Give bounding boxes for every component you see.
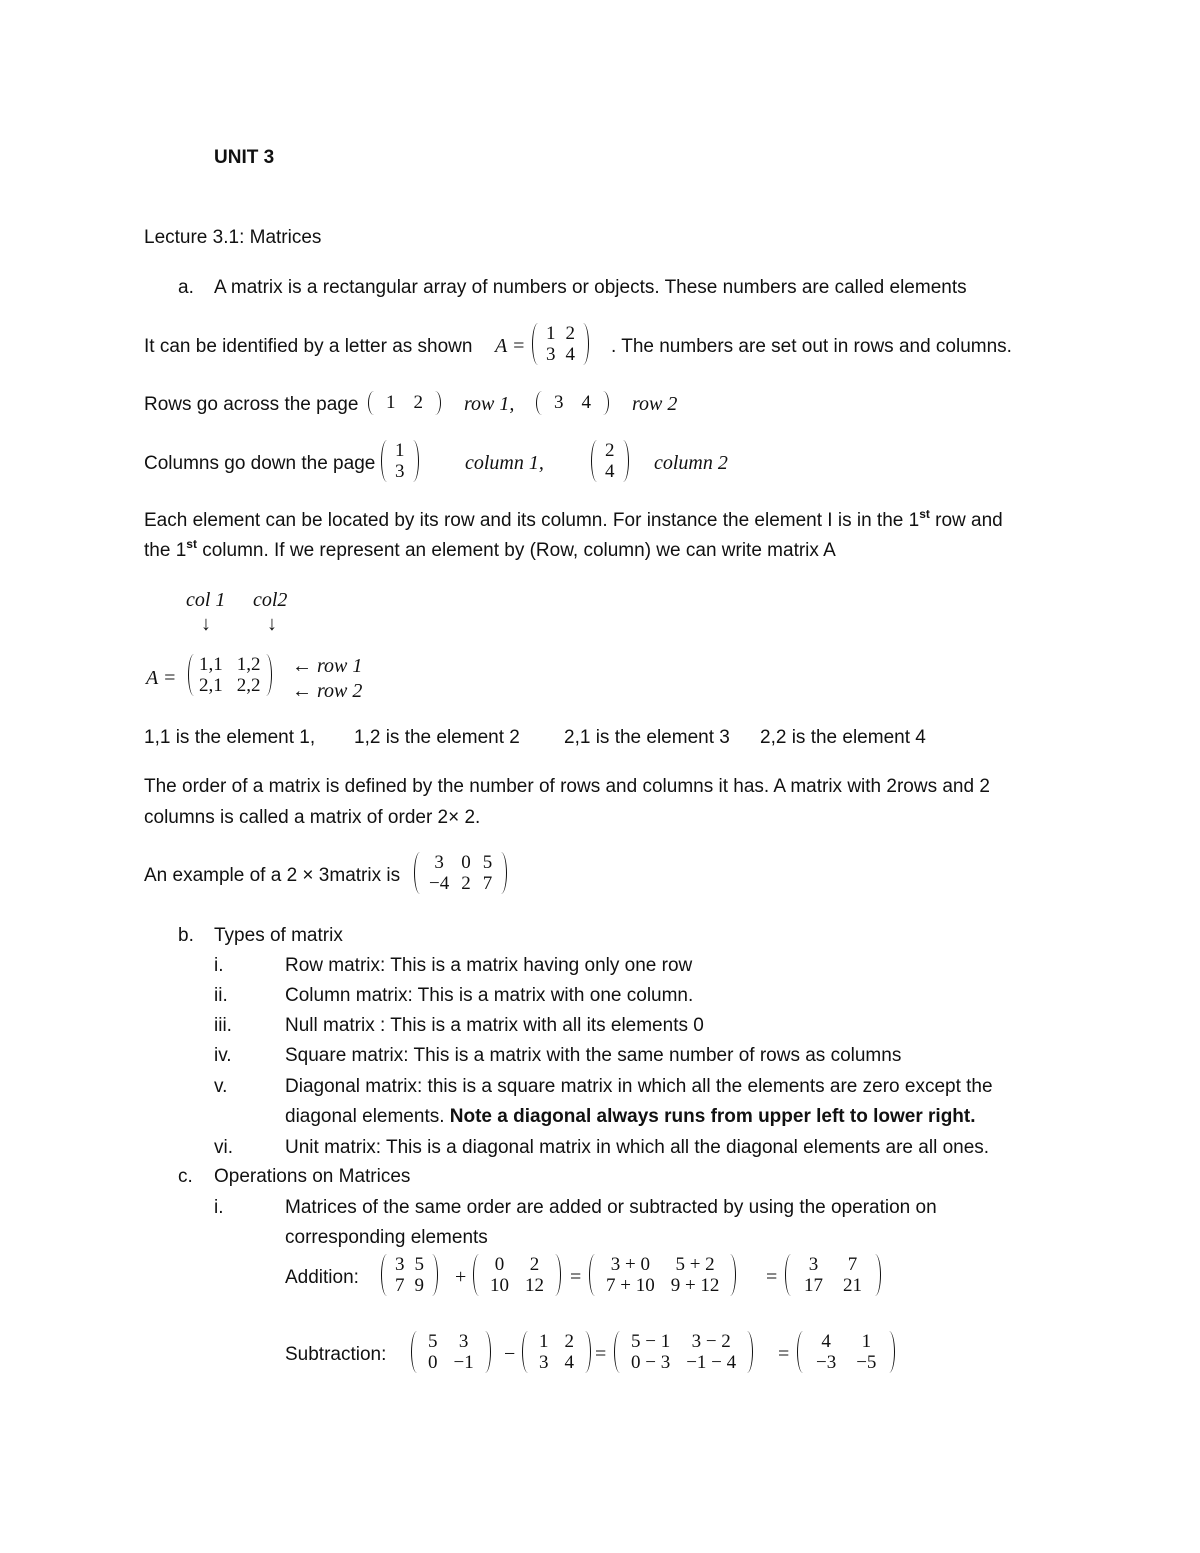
type-num: ii. <box>214 985 228 1006</box>
matrix-cell: 4 <box>605 461 615 482</box>
type-null-matrix: Null matrix : This is a matrix with all its elements 0 <box>285 1015 704 1036</box>
located-line-1: Each element can be located by its row and its column. For instance the element I is in the 1st row and <box>144 507 1003 531</box>
item-b-heading: Types of matrix <box>214 925 343 946</box>
equals-sign: = <box>766 1266 778 1288</box>
matrix-cell: 3 <box>395 1254 405 1275</box>
column-2-label: column 2 <box>654 452 728 474</box>
identified-lhs: A = <box>495 335 526 357</box>
matrix-cell: 5 <box>428 1331 438 1352</box>
type-column-matrix: Column matrix: This is a matrix with one column. <box>285 985 694 1006</box>
plus-sign: + <box>455 1266 467 1288</box>
matrix-cell: 3 <box>434 852 444 873</box>
type-row-matrix: Row matrix: This is a matrix having only one row <box>285 955 693 976</box>
equals-sign: = <box>570 1266 582 1288</box>
matrix-cell: 0 − 3 <box>631 1352 671 1373</box>
matrix-cell: 1,1 <box>199 654 223 675</box>
type-unit-matrix: Unit matrix: This is a diagonal matrix in which all the diagonal elements are all ones. <box>285 1137 990 1158</box>
matrix-cell: 9 + 12 <box>670 1275 720 1296</box>
subtraction-label: Subtraction: <box>285 1344 387 1365</box>
example-matrix <box>414 852 507 894</box>
matrix-cell: 9 <box>414 1275 424 1296</box>
matrix-cell: −3 <box>816 1352 837 1373</box>
matrix-cell: 2 <box>565 323 575 344</box>
addition-matrix-1 <box>381 1254 438 1296</box>
unit-title: UNIT 3 <box>214 147 275 168</box>
operation-num: i. <box>214 1197 224 1218</box>
type-square-matrix: Square matrix: This is a matrix with the same number of rows as columns <box>285 1045 902 1066</box>
diagonal-note: Note a diagonal always runs from upper left to lower right. <box>449 1106 976 1127</box>
matrix-cell: 4 <box>564 1352 574 1373</box>
matrix-cell: −1 − 4 <box>686 1352 737 1373</box>
subtraction-matrix-3 <box>614 1331 753 1373</box>
row-2-pointer: ← row 2 <box>292 680 363 702</box>
matrix-cell: 0 <box>428 1352 438 1373</box>
matrix-cell: 4 <box>821 1331 831 1352</box>
minus-sign: − <box>504 1343 516 1365</box>
matrix-cell: 5 + 2 <box>675 1254 715 1275</box>
row-1-vector <box>368 391 441 415</box>
matrix-cell: 2,2 <box>236 675 261 696</box>
row-2-vector <box>536 391 609 415</box>
matrix-cell: 5 <box>414 1254 424 1275</box>
matrix-cell: 2 <box>564 1331 574 1352</box>
type-diagonal-matrix: Diagonal matrix: this is a square matrix in which all the elements are zero except the <box>285 1076 993 1097</box>
matrix-cell: 3 <box>539 1352 549 1373</box>
matrix-cell: 1 <box>386 392 396 413</box>
column-1-label: column 1, <box>465 452 544 474</box>
addition-result-matrix <box>785 1254 881 1296</box>
row-1-label: row 1, <box>464 393 515 415</box>
matrix-cell: 1 <box>395 440 405 461</box>
item-c-heading: Operations on Matrices <box>214 1166 411 1187</box>
subtraction-result-matrix <box>797 1331 895 1373</box>
matrix-cell: 2 <box>529 1254 540 1275</box>
matrix-cell: 3 <box>395 461 405 482</box>
example-prefix: An example of a 2 × 3matrix is <box>144 865 401 886</box>
col-2-label: col2 <box>253 589 288 611</box>
matrix-cell: 21 <box>843 1275 862 1296</box>
matrix-cell: 2 <box>461 873 471 894</box>
item-a-text: A matrix is a rectangular array of numbers or objects. These numbers are called elements <box>214 277 967 298</box>
item-b-marker: b. <box>178 925 194 946</box>
matrix-cell: 2,1 <box>199 675 223 696</box>
matrix-cell: 7 <box>847 1254 858 1275</box>
matrix-cell: 3 <box>554 392 564 413</box>
matrix-cell: 1 <box>539 1331 549 1352</box>
rows-prefix: Rows go across the page <box>144 394 359 415</box>
matrix-cell: 10 <box>490 1275 509 1296</box>
arrow-down-icon: ↓ <box>201 613 211 635</box>
matrix-cell: 5 <box>482 852 493 873</box>
position-matrix-lhs: A = <box>146 667 177 689</box>
matrix-cell: 12 <box>525 1275 544 1296</box>
type-num: i. <box>214 955 224 976</box>
matrix-cell: 3 + 0 <box>610 1254 650 1275</box>
element-mapping-4: 2,2 is the element 4 <box>760 727 926 748</box>
matrix-cell: 17 <box>804 1275 823 1296</box>
operation-line-2: corresponding elements <box>285 1227 488 1248</box>
position-matrix <box>188 654 272 696</box>
item-a-marker: a. <box>178 277 194 298</box>
matrix-cell: 0 <box>461 852 471 873</box>
type-diagonal-matrix-cont: diagonal elements. Note a diagonal always runs from upper left to lower right. <box>285 1106 976 1127</box>
element-mapping-1: 1,1 is the element 1, <box>144 727 316 748</box>
type-num: iii. <box>214 1015 232 1036</box>
matrix-cell: 3 <box>546 344 556 365</box>
subtraction-matrix-1 <box>411 1331 491 1373</box>
matrix-cell: 5 − 1 <box>631 1331 671 1352</box>
matrix-cell: 2 <box>413 392 423 413</box>
identified-prefix: It can be identified by a letter as shown <box>144 336 473 357</box>
equals-sign: = <box>595 1343 607 1365</box>
matrix-cell: 3 <box>458 1331 469 1352</box>
element-mapping-2: 1,2 is the element 2 <box>354 727 520 748</box>
arrow-down-icon: ↓ <box>267 613 277 635</box>
matrix-cell: 1 <box>546 323 556 344</box>
matrix-cell: 1 <box>861 1331 872 1352</box>
row-2-label: row 2 <box>632 393 678 415</box>
matrix-cell: 7 <box>482 873 493 894</box>
addition-label: Addition: <box>285 1267 359 1288</box>
row-1-pointer: ← row 1 <box>292 655 363 677</box>
matrix-cell: 3 − 2 <box>691 1331 731 1352</box>
matrix-cell: −4 <box>429 873 450 894</box>
item-c-marker: c. <box>178 1166 193 1187</box>
type-num: iv. <box>214 1045 232 1066</box>
located-line-2: the 1st column. If we represent an element by (Row, column) we can write matrix A <box>144 537 836 561</box>
lecture-title: Lecture 3.1: Matrices <box>144 227 322 248</box>
matrix-cell: 4 <box>581 392 591 413</box>
subtraction-matrix-2 <box>522 1331 591 1373</box>
equals-sign: = <box>778 1343 790 1365</box>
addition-matrix-3 <box>589 1254 736 1296</box>
order-line-2: columns is called a matrix of order 2× 2. <box>144 807 481 828</box>
matrix-cell: 1,2 <box>236 654 261 675</box>
matrix-cell: 7 + 10 <box>606 1275 655 1296</box>
order-line-1: The order of a matrix is defined by the number of rows and columns it has. A matrix with 2rows and 2 <box>144 776 990 797</box>
matrix-cell: 0 <box>494 1254 505 1275</box>
identified-suffix: . The numbers are set out in rows and columns. <box>611 336 1012 357</box>
col-1-label: col 1 <box>186 589 226 611</box>
matrix-cell: 3 <box>808 1254 819 1275</box>
matrix-cell: −5 <box>856 1352 877 1373</box>
column-1-vector <box>381 440 419 482</box>
matrix-cell: −1 <box>453 1352 474 1373</box>
matrix-cell: 2 <box>605 440 615 461</box>
type-num: vi. <box>214 1137 233 1158</box>
addition-matrix-2 <box>473 1254 561 1296</box>
element-mapping-3: 2,1 is the element 3 <box>564 727 730 748</box>
matrix-cell: 4 <box>565 344 575 365</box>
matrix-cell: 7 <box>395 1275 405 1296</box>
operation-line-1: Matrices of the same order are added or subtracted by using the operation on <box>285 1197 937 1218</box>
type-num: v. <box>214 1076 228 1097</box>
columns-prefix: Columns go down the page <box>144 453 376 474</box>
column-2-vector <box>591 440 629 482</box>
matrix-a <box>532 323 589 365</box>
